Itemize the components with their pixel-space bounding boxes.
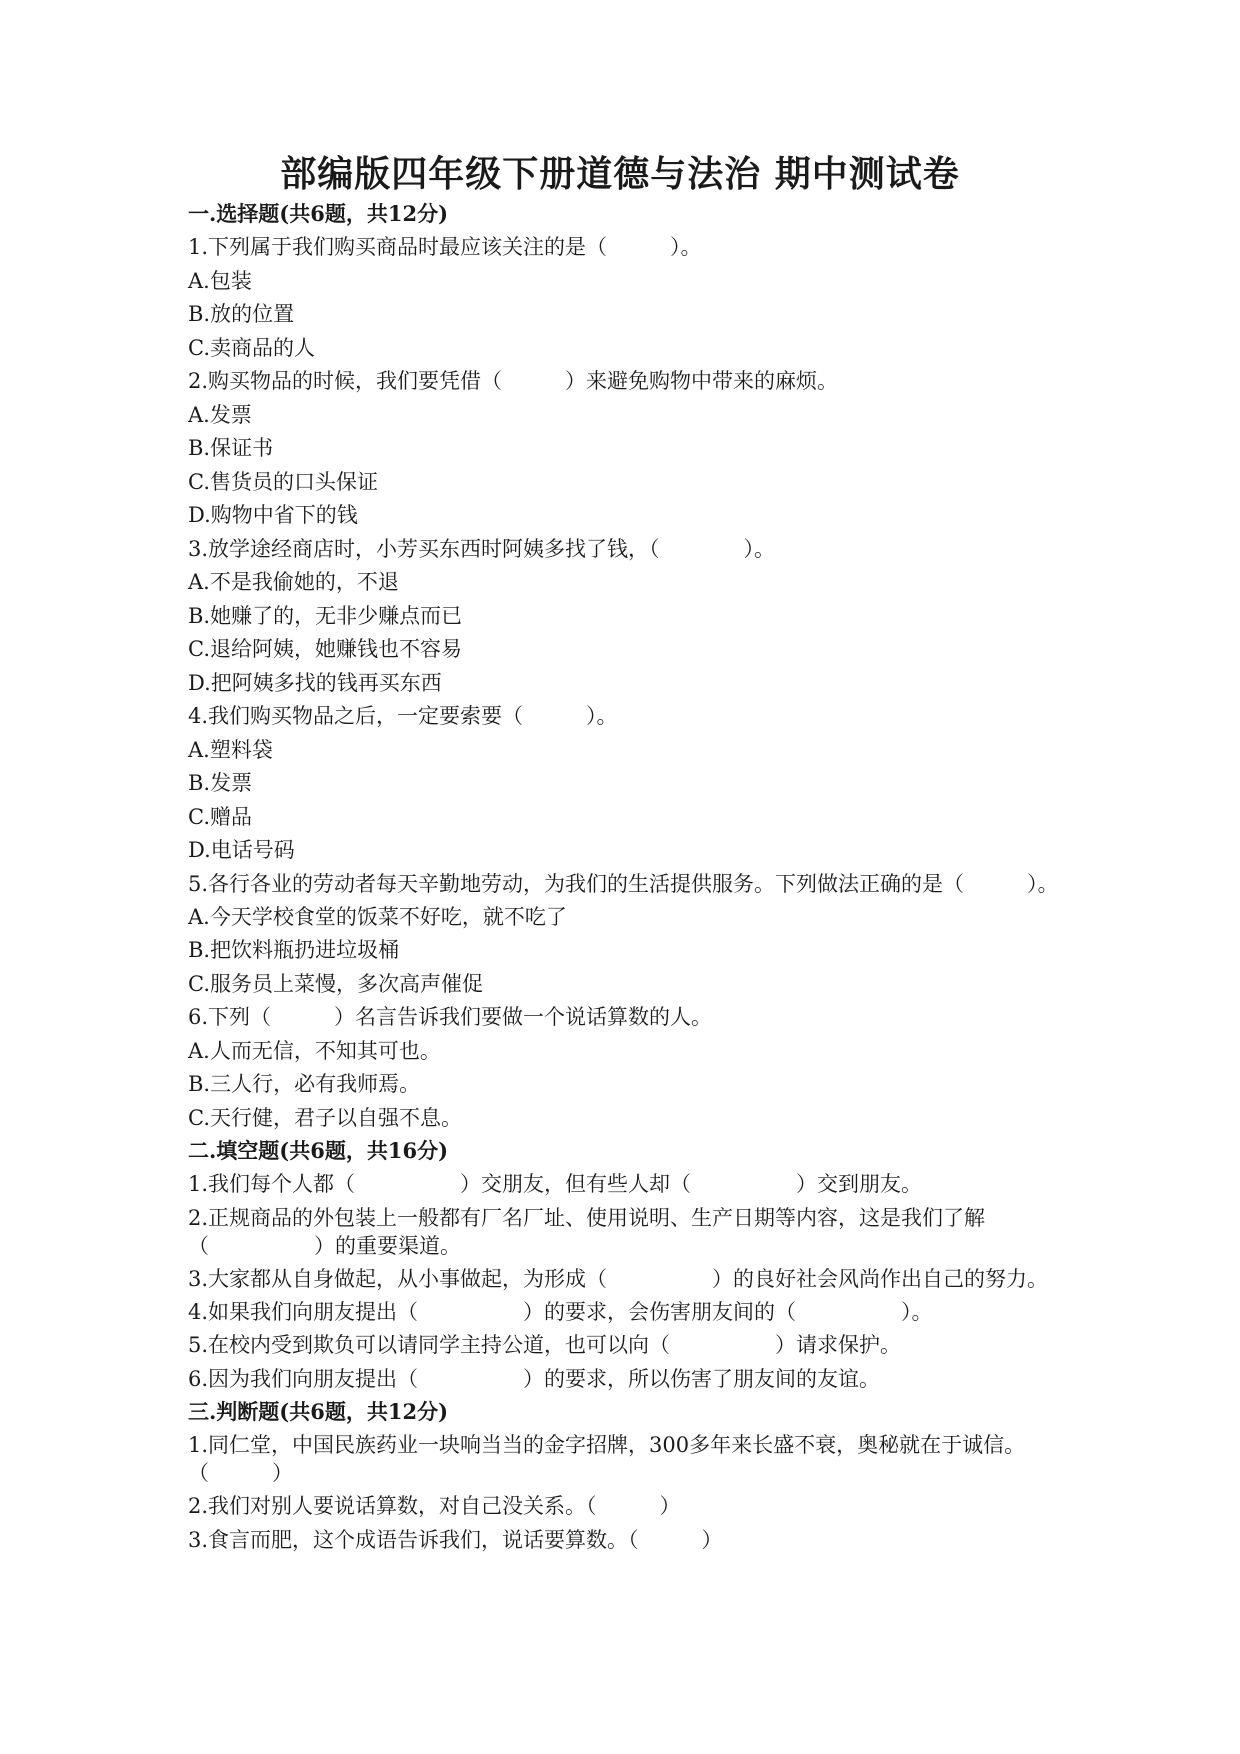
- option-a: A.发票: [188, 402, 252, 427]
- judge-question: 1.同仁堂，中国民族药业一块响当当的金字招牌，300多年来长盛不衰，奥秘就在于诚信。（ ）: [188, 1433, 1026, 1485]
- option-c: C.赠品: [188, 804, 252, 829]
- option-a: A.塑料袋: [188, 737, 273, 762]
- question-stem: 3.放学途经商店时，小芳买东西时阿姨多找了钱，（ ）。: [188, 536, 776, 561]
- option-b: B.发票: [188, 771, 253, 795]
- judge-question: 2.我们对别人要说话算数，对自己没关系。（ ）: [188, 1494, 681, 1518]
- option-c: C.服务员上菜慢，多次高声催促: [188, 971, 483, 996]
- section-heading-judge: 三.判断题(共6题，共12分): [188, 1399, 449, 1424]
- page-title: 部编版四年级下册道德与法治 期中测试卷: [280, 153, 960, 195]
- option-d: D.电话号码: [188, 838, 295, 862]
- fill-question: 6.因为我们向朋友提出（ ）的要求，所以伤害了朋友间的友谊。: [188, 1366, 881, 1391]
- question-stem: 6.下列（ ）名言告诉我们要做一个说话算数的人。: [188, 1005, 713, 1029]
- fill-question: 4.如果我们向朋友提出（ ）的要求，会伤害朋友间的（ ）。: [188, 1299, 933, 1324]
- option-b: B.放的位置: [188, 302, 295, 326]
- fill-question: 3.大家都从自身做起，从小事做起，为形成（ ）的良好社会风尚作出自己的努力。: [188, 1266, 1049, 1291]
- question-stem: 2.购买物品的时候，我们要凭借（ ）来避免购物中带来的麻烦。: [188, 369, 839, 393]
- option-c: C.退给阿姨，她赚钱也不容易: [188, 637, 462, 661]
- option-b: B.她赚了的，无非少赚点而已: [188, 603, 463, 628]
- judge-question: 3.食言而肥，这个成语告诉我们，说话要算数。（ ）: [188, 1527, 723, 1552]
- option-b: B.把饮料瓶扔进垃圾桶: [188, 938, 400, 962]
- option-a: A.不是我偷她的，不退: [188, 570, 399, 594]
- option-c: C.售货员的口头保证: [188, 469, 378, 494]
- section-heading-fill: 二.填空题(共6题，共16分): [188, 1138, 449, 1163]
- option-c: C.天行健，君子以自强不息。: [188, 1105, 462, 1130]
- fill-question: 5.在校内受到欺负可以请同学主持公道，也可以向（ ）请求保护。: [188, 1333, 902, 1357]
- section-heading-choice: 一.选择题(共6题，共12分): [188, 201, 449, 226]
- option-a: A.人而无信，不知其可也。: [188, 1038, 441, 1063]
- fill-question: 1.我们每个人都（ ）交朋友，但有些人却（ ）交到朋友。: [188, 1172, 923, 1196]
- question-stem: 1.下列属于我们购买商品时最应该关注的是（ ）。: [188, 235, 702, 259]
- option-d: D.把阿姨多找的钱再买东西: [188, 670, 442, 695]
- option-c: C.卖商品的人: [188, 335, 315, 360]
- question-stem: 5.各行各业的劳动者每天辛勤地劳动，为我们的生活提供服务。下列做法正确的是（ ）。: [188, 871, 1059, 896]
- option-a: A.今天学校食堂的饭菜不好吃，就不吃了: [188, 904, 567, 929]
- question-stem: 4.我们购买物品之后，一定要索要（ ）。: [188, 704, 618, 728]
- exam-content: [188, 200, 1068, 1559]
- fill-question: 2.正规商品的外包装上一般都有厂名厂址、使用说明、生产日期等内容，这是我们了解（ ）的重要渠道。: [188, 1205, 986, 1258]
- option-a: A.包装: [188, 268, 252, 293]
- option-b: B.保证书: [188, 436, 274, 460]
- option-b: B.三人行，必有我师焉。: [188, 1072, 421, 1096]
- option-d: D.购物中省下的钱: [188, 503, 358, 527]
